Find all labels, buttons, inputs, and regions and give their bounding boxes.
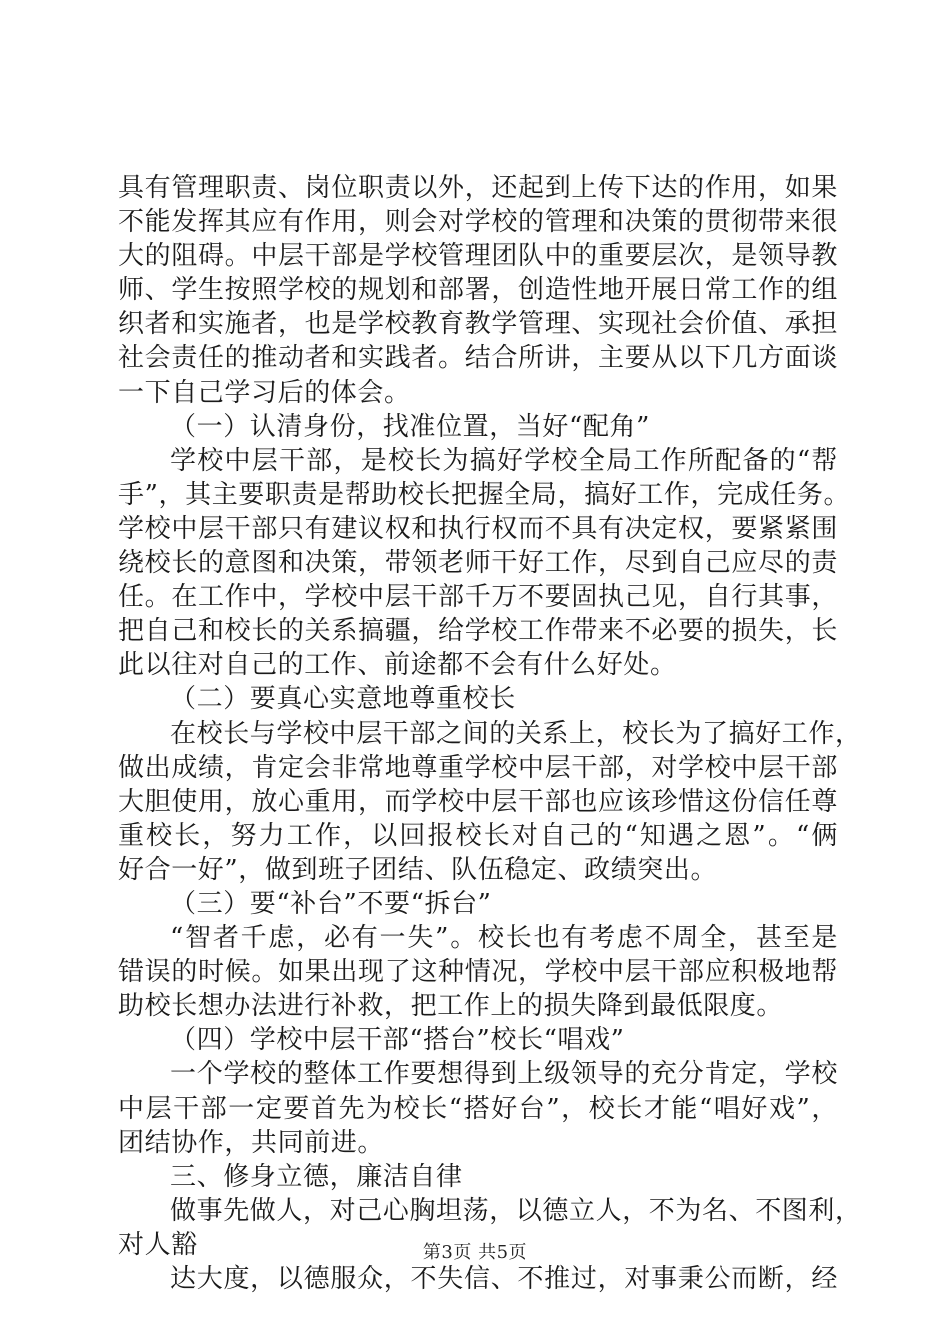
- text-line: 学校中层干部只有建议权和执行权而不具有决定权，要紧紧围: [118, 513, 838, 544]
- text-line: 好合一好”，做到班子团结、队伍稳定、政绩突出。: [118, 854, 718, 885]
- text-line: 中层干部一定要首先为校长“搭好台”，校长才能“唱好戏”，: [118, 1093, 838, 1124]
- text-line: 一下自己学习后的体会。: [118, 377, 411, 408]
- text-line: 此以往对自己的工作、前途都不会有什么好处。: [118, 650, 677, 681]
- text-line: 重校长，努力工作，以回报校长对自己的“知遇之恩”。“俩: [118, 820, 838, 851]
- document-body: [118, 171, 862, 1296]
- text-line: 三、修身立德，廉洁自律: [170, 1161, 463, 1192]
- text-line: 错误的时候。如果出现了这种情况，学校中层干部应积极地帮: [118, 957, 838, 988]
- text-line: 学校中层干部，是校长为搞好学校全局工作所配备的“帮: [170, 445, 838, 476]
- text-line: 师、学生按照学校的规划和部署，创造性地开展日常工作的组: [118, 275, 838, 306]
- text-line: （二）要真心实意地尊重校长: [170, 684, 516, 715]
- text-line: （一）认清身份，找准位置，当好“配角”: [170, 411, 650, 442]
- text-line: 做出成绩，肯定会非常地尊重学校中层干部，对学校中层干部: [118, 752, 838, 783]
- text-line: 一个学校的整体工作要想得到上级领导的充分肯定，学校: [170, 1059, 838, 1090]
- text-line: 达大度，以德服众，不失信、不推过，对事秉公而断，经: [170, 1264, 838, 1294]
- text-line: 做事先做人，对己心胸坦荡，以德立人，不为名、不图利，: [170, 1195, 862, 1226]
- text-line: “智者千虑，必有一失”。校长也有考虑不周全，甚至是: [170, 923, 838, 954]
- text-line: 绕校长的意图和决策，带领老师干好工作，尽到自己应尽的责: [118, 548, 838, 579]
- text-line: 不能发挥其应有作用，则会对学校的管理和决策的贯彻带来很: [118, 207, 838, 238]
- text-line: 社会责任的推动者和实践者。结合所讲，主要从以下几方面谈: [118, 343, 838, 374]
- text-line: 大的阻碍。中层干部是学校管理团队中的重要层次，是领导教: [118, 241, 838, 272]
- text-line: 任。在工作中，学校中层干部千万不要固执己见，自行其事，: [118, 582, 838, 613]
- text-line: 织者和实施者，也是学校教育教学管理、实现社会价值、承担: [118, 309, 838, 340]
- text-line: 把自己和校长的关系搞疆，给学校工作带来不必要的损失，长: [118, 616, 838, 647]
- text-line: 在校长与学校中层干部之间的关系上，校长为了搞好工作，: [170, 718, 862, 749]
- page-footer: 第3页 共5页: [422, 1242, 528, 1263]
- text-line: 具有管理职责、岗位职责以外，还起到上传下达的作用，如果: [118, 173, 838, 203]
- text-line: 团结协作，共同前进。: [118, 1127, 385, 1158]
- text-line: 对人豁: [118, 1229, 198, 1260]
- text-line: （四）学校中层干部“搭台”校长“唱戏”: [170, 1025, 625, 1056]
- text-line: 手”，其主要职责是帮助校长把握全局，搞好工作，完成任务。: [118, 479, 851, 510]
- text-line: （三）要“补台”不要“拆台”: [170, 888, 492, 919]
- text-line: 助校长想办法进行补救，把工作上的损失降到最低限度。: [118, 991, 784, 1022]
- text-line: 大胆使用，放心重用，而学校中层干部也应该珍惜这份信任尊: [118, 786, 838, 817]
